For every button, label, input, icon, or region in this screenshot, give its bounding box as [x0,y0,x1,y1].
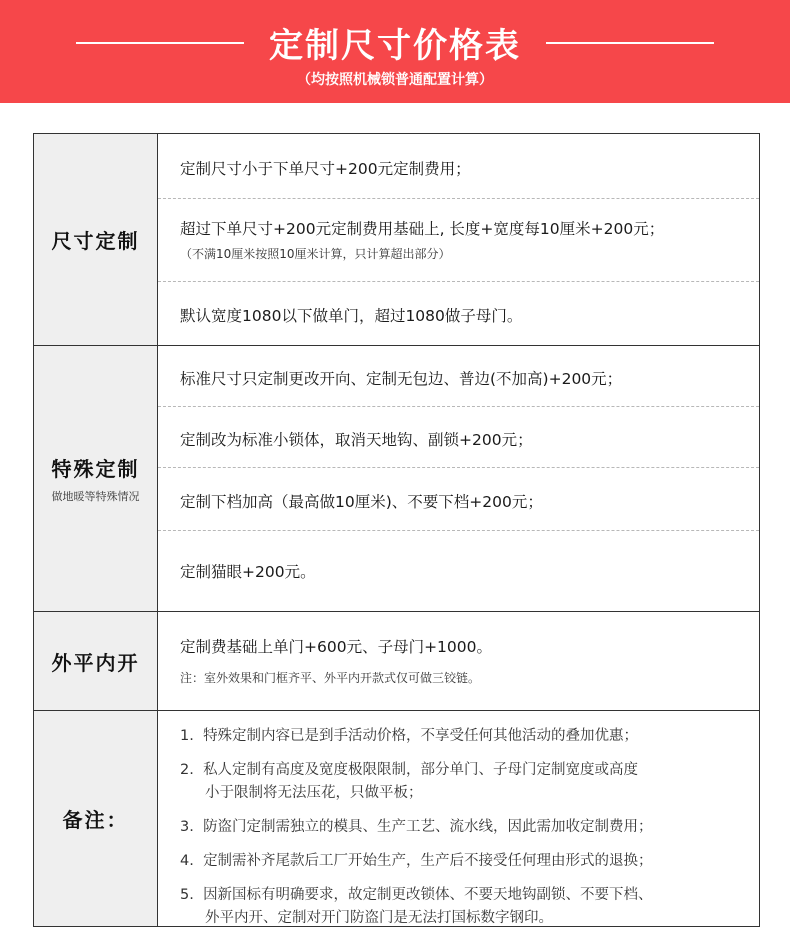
section-special [34,346,759,612]
section-remarks-title: 备注： [62,808,129,832]
size-row-2-note: （不满10厘米按照10厘米计算，只计算超出部分） [180,247,451,261]
outward-row-1-note: 注：室外效果和门框齐平、外平内开款式仅可做三铰链。 [180,671,481,685]
section-special-label [34,346,158,611]
size-row-2-text: 超过下单尺寸+200元定制费用基础上, 长度+宽度每10厘米+200元； [180,220,665,238]
section-outward-title: 外平内开 [51,650,140,675]
special-row-4-text: 定制猫眼+200元。 [180,563,316,581]
size-row-3 [158,282,759,345]
special-row-2-text: 定制改为标准小锁体，取消天地钩、副锁+200元； [180,431,533,449]
section-size [34,134,759,346]
outward-row-1-text: 定制费基础上单门+600元、子母门+1000。 [180,638,493,656]
special-row-1 [158,346,759,407]
special-row-4 [158,531,759,611]
section-special-title: 特殊定制 [51,457,140,481]
title-right-line [546,42,714,44]
size-row-2 [158,199,759,282]
remarks-list [180,725,755,941]
section-size-label [34,134,158,345]
page-title: 定制尺寸价格表 [269,26,521,66]
special-row-3-text: 定制下档加高（最高做10厘米)、不要下档+200元； [180,493,543,511]
size-row-1-text: 定制尺寸小于下单尺寸+200元定制费用； [180,160,471,178]
remark-item-1: 1. 特殊定制内容已是到手活动价格，不享受任何其他活动的叠加优惠； [180,728,639,744]
special-row-1-text: 标准尺寸只定制更改开向、定制无包边、普边(不加高)+200元； [180,370,623,388]
special-row-3 [158,468,759,531]
remark-item-4: 4. 定制需补齐尾款后工厂开始生产，生产后不接受任何理由形式的退换； [180,853,653,869]
page-subtitle: （均按照机械锁普通配置计算） [297,72,493,88]
price-table [33,133,760,927]
size-row-1 [158,134,759,199]
section-outward-label [34,612,158,710]
section-remarks [34,711,759,926]
section-special-subtitle: 做地暖等特殊情况 [51,490,140,503]
size-row-3-text: 默认宽度1080以下做单门，超过1080做子母门。 [180,307,523,325]
special-row-2 [158,407,759,468]
header-banner [0,0,790,103]
section-outward [34,612,759,711]
remark-item-2: 2. 私人定制有高度及宽度极限限制，部分单门、子母门定制宽度或高度 小于限制将无法压花，只做平板； [180,762,639,801]
outward-row-1 [158,612,759,710]
remark-item-5: 5. 因新国标有明确要求，故定制更改锁体、不要天地钩副锁、不要下档、 外平内开、定制对开门防盗门是无法打国标数字钢印。 [180,887,653,926]
remark-item-3: 3. 防盗门定制需独立的模具、生产工艺、流水线，因此需加收定制费用； [180,819,653,835]
section-size-title: 尺寸定制 [51,229,140,253]
section-remarks-label [34,711,158,926]
